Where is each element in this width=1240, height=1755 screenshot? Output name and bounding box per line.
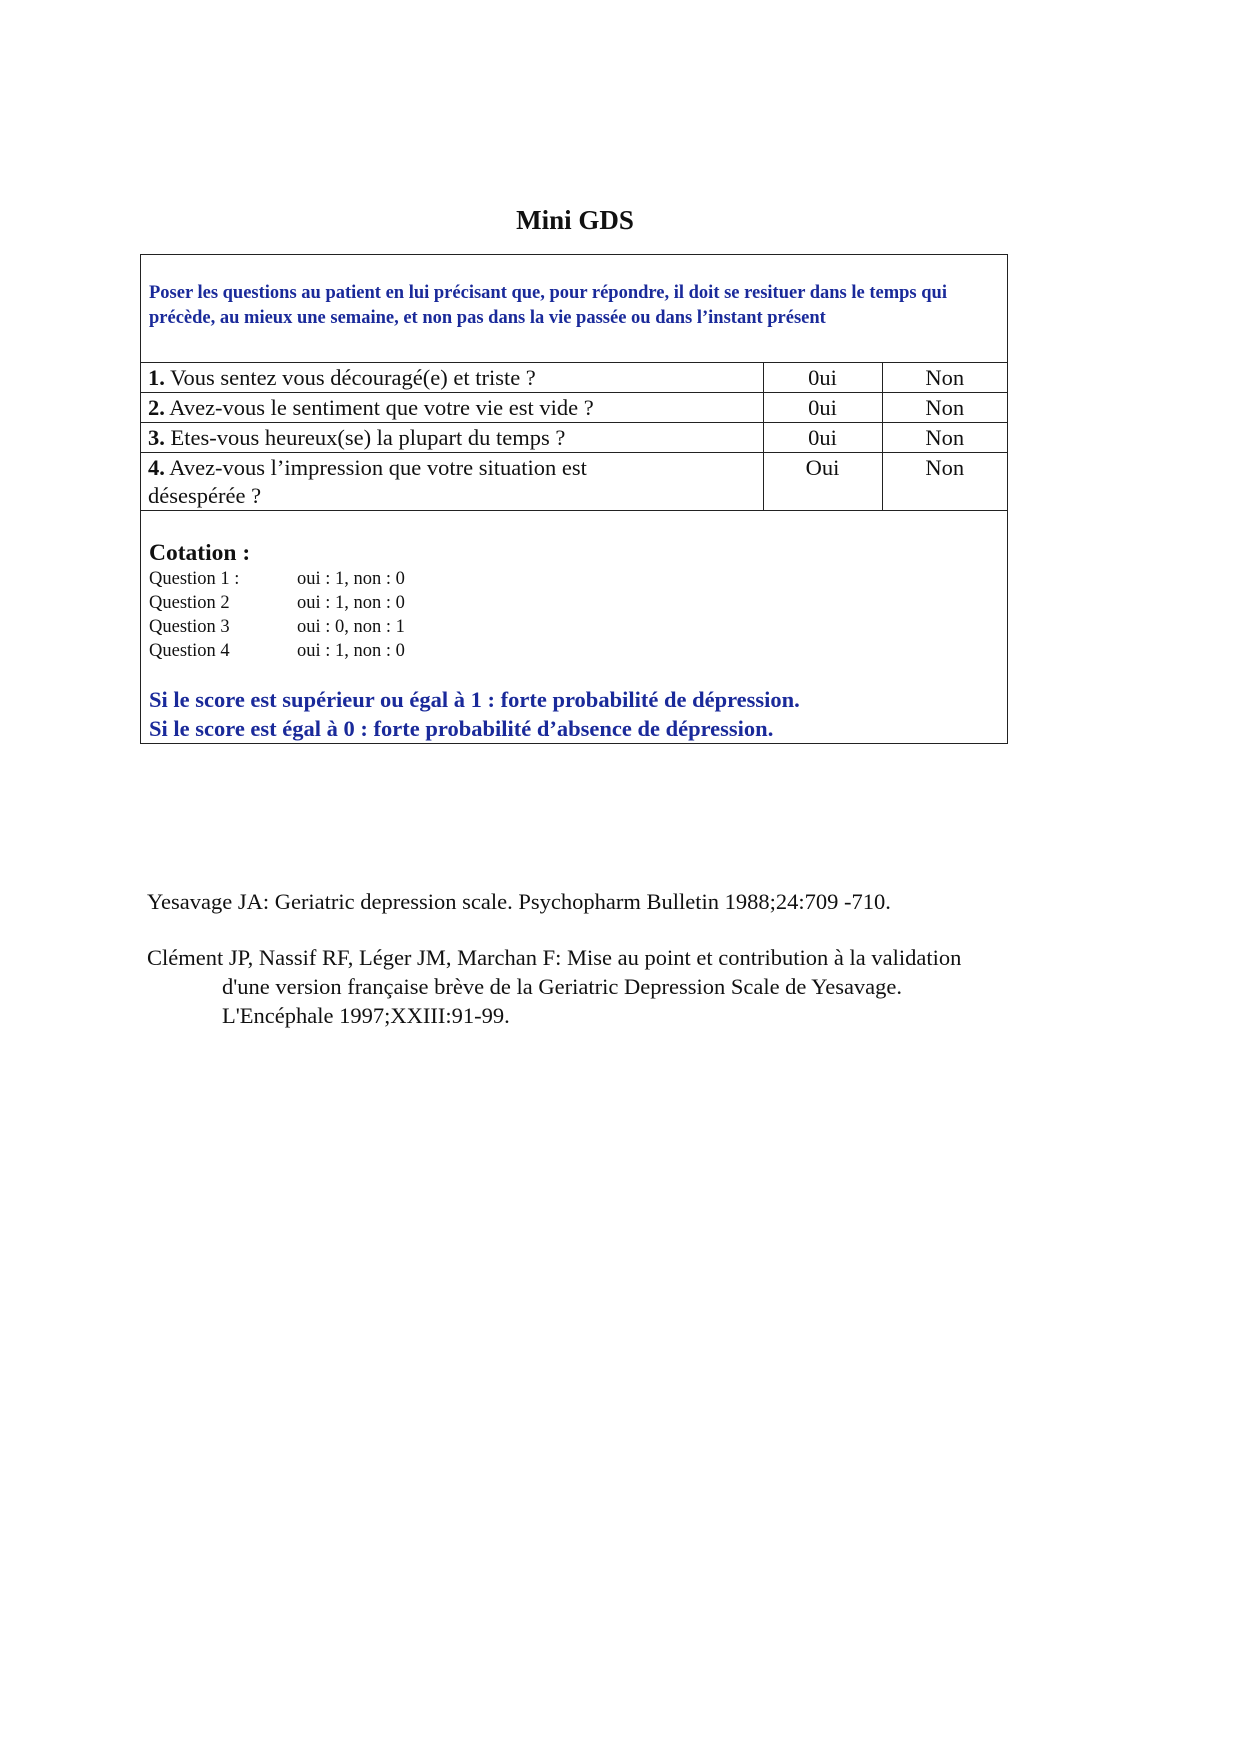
- scoring-question: Question 2: [149, 593, 230, 613]
- answer-non[interactable]: Non: [882, 363, 1007, 393]
- instructions-text: Poser les questions au patient en lui précisant que, pour répondre, il doit se resituer dans le temps qui précède, au mieux une semaine, et non pas dans la vie passée ou dans l’instant présent: [149, 283, 947, 328]
- question-number: 2.: [148, 395, 165, 420]
- scoring-values: oui : 1, non : 0: [297, 569, 405, 589]
- cotation-title: Cotation :: [149, 540, 251, 566]
- answer-non[interactable]: Non: [882, 453, 1007, 511]
- interpretation-positive: Si le score est supérieur ou égal à 1 : forte probabilité de dépression.: [149, 687, 800, 712]
- reference-clement-line2: d'une version française brève de la Geriatric Depression Scale de Yesavage.: [222, 974, 903, 999]
- scoring-row: [149, 567, 999, 591]
- cotation-section: [141, 510, 1007, 743]
- question-row-3: [141, 423, 1007, 453]
- question-label: Avez-vous le sentiment que votre vie est vide ?: [164, 395, 594, 420]
- answer-non[interactable]: Non: [882, 423, 1007, 453]
- question-text: [141, 393, 763, 423]
- references: [147, 887, 1087, 1057]
- question-number: 3.: [148, 425, 165, 450]
- question-label: Avez-vous l’impression que votre situation est désespérée ?: [148, 455, 587, 508]
- page-title: Mini GDS: [516, 205, 634, 235]
- scoring-question: Question 3: [149, 617, 230, 637]
- interpretation: [149, 685, 999, 743]
- reference-clement: [147, 943, 1087, 1030]
- answer-oui[interactable]: 0ui: [763, 363, 882, 393]
- question-number: 4.: [148, 455, 165, 480]
- question-text: [141, 363, 763, 393]
- question-label: Etes-vous heureux(se) la plupart du temps ?: [164, 425, 566, 450]
- answer-non[interactable]: Non: [882, 393, 1007, 423]
- question-row-4: [141, 453, 1007, 511]
- question-row-2: [141, 393, 1007, 423]
- scoring-values: oui : 1, non : 0: [297, 641, 405, 661]
- question-number: 1.: [148, 365, 165, 390]
- scoring-question: Question 1 :: [149, 569, 240, 589]
- scoring-row: [149, 639, 999, 663]
- scoring-row: [149, 591, 999, 615]
- scoring-values: oui : 0, non : 1: [297, 617, 405, 637]
- interpretation-negative: Si le score est égal à 0 : forte probabilité d’absence de dépression.: [149, 716, 774, 741]
- reference-clement-line3: L'Encéphale 1997;XXIII:91-99.: [222, 1003, 510, 1028]
- reference-yesavage: Yesavage JA: Geriatric depression scale. Psychopharm Bulletin 1988;24:709 -710.: [147, 889, 891, 914]
- question-text: [141, 453, 763, 511]
- question-text: [141, 423, 763, 453]
- answer-oui[interactable]: 0ui: [763, 423, 882, 453]
- questions-table: [141, 362, 1007, 510]
- question-row-1: [141, 363, 1007, 393]
- answer-oui[interactable]: 0ui: [763, 393, 882, 423]
- scoring-values: oui : 1, non : 0: [297, 593, 405, 613]
- questionnaire-box: [140, 254, 1008, 744]
- answer-oui[interactable]: Oui: [763, 453, 882, 511]
- scoring-question: Question 4: [149, 641, 230, 661]
- question-label: Vous sentez vous découragé(e) et triste ?: [164, 365, 536, 390]
- reference-clement-line1: Clément JP, Nassif RF, Léger JM, Marchan F: Mise au point et contribution à la validation: [147, 945, 962, 970]
- scoring-row: [149, 615, 999, 639]
